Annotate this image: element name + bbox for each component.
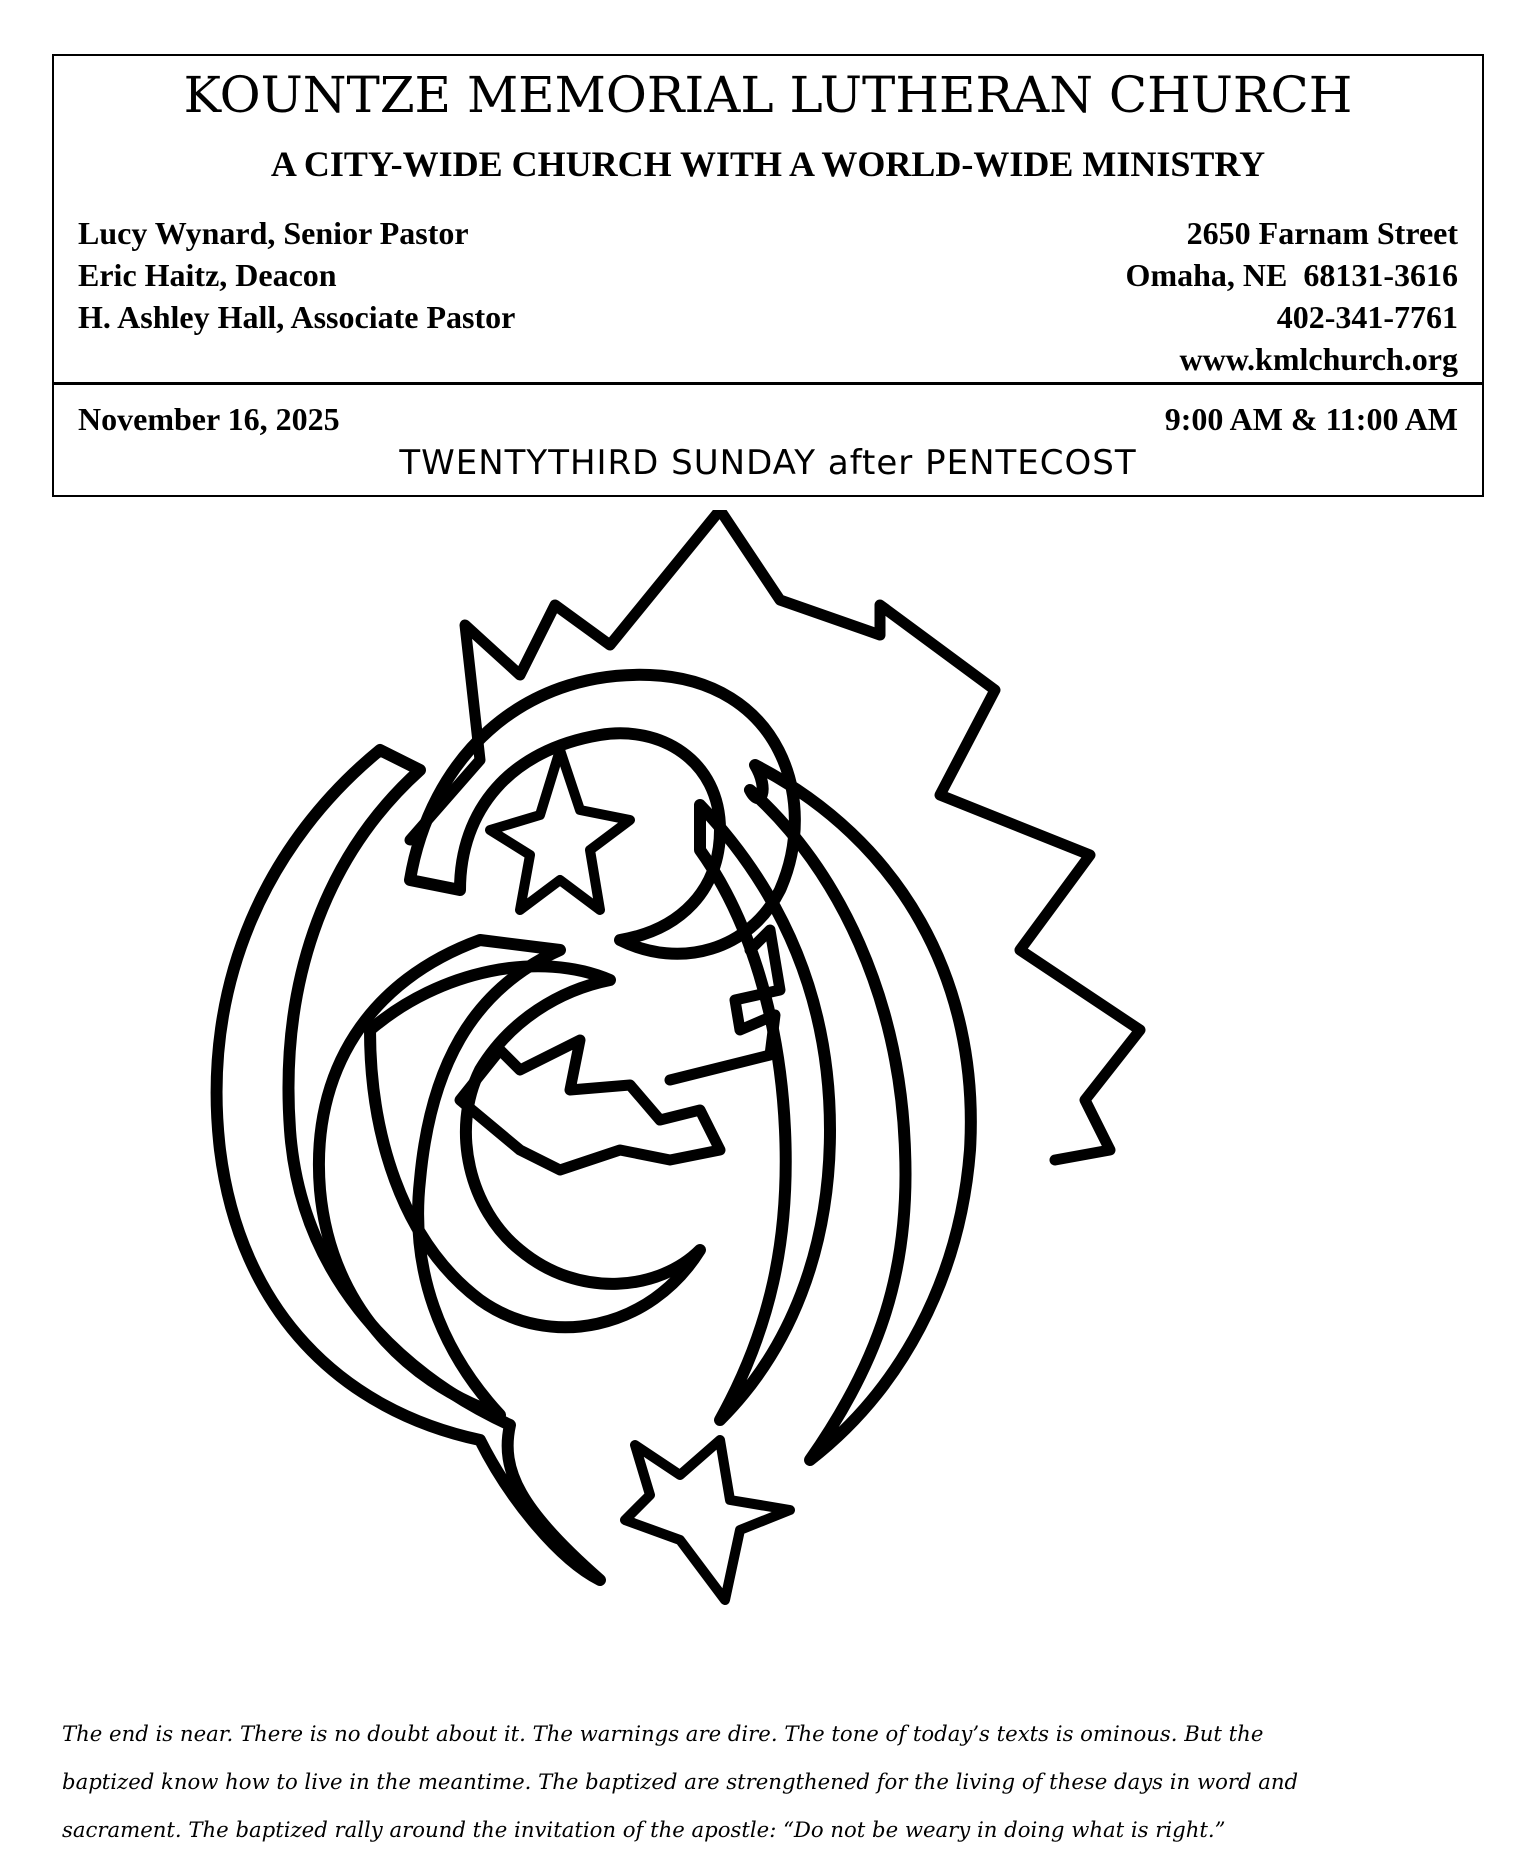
center-wing-shape [460,1040,720,1170]
staff-list [78,212,515,338]
address-website: www.kmlchurch.org [1179,341,1458,377]
staff-deacon: Eric Haitz, Deacon [78,257,337,293]
right-inner-band [700,805,830,1420]
caption-line-2: baptized know how to live in the meantime. The baptized are strengthened for the living of these days in word and [62,1769,1299,1794]
inner-crescent-band [319,940,560,1415]
staff-senior-pastor: Lucy Wynard, Senior Pastor [78,215,469,251]
service-info-box [52,383,1484,497]
church-name: KOUNTZE MEMORIAL LUTHERAN CHURCH [183,66,1353,124]
service-times: 9:00 AM & 11:00 AM [1164,401,1458,437]
sun-moon-stars-icon [180,510,1350,1680]
address-city: Omaha, NE 68131-3616 [1125,257,1458,293]
reflection-caption [62,1710,1482,1854]
church-tagline: A CITY-WIDE CHURCH WITH A WORLD-WIDE MINISTRY [270,144,1266,184]
service-date: November 16, 2025 [78,401,340,437]
staff-associate-pastor: H. Ashley Hall, Associate Pastor [78,299,516,335]
church-header [52,54,1484,384]
address-street: 2650 Farnam Street [1186,215,1458,251]
address-phone: 402-341-7761 [1276,299,1458,335]
caption-line-1: The end is near. There is no doubt about it. The warnings are dire. The tone of today’s texts is ominous. But the [62,1721,1264,1746]
lower-star [625,1440,790,1600]
liturgical-occasion: TWENTYTHIRD SUNDAY after PENTECOST [399,443,1137,483]
church-address [1126,212,1458,380]
caption-line-3: sacrament. The baptized rally around the invitation of the apostle: “Do not be weary in doing what is right.” [62,1817,1226,1842]
